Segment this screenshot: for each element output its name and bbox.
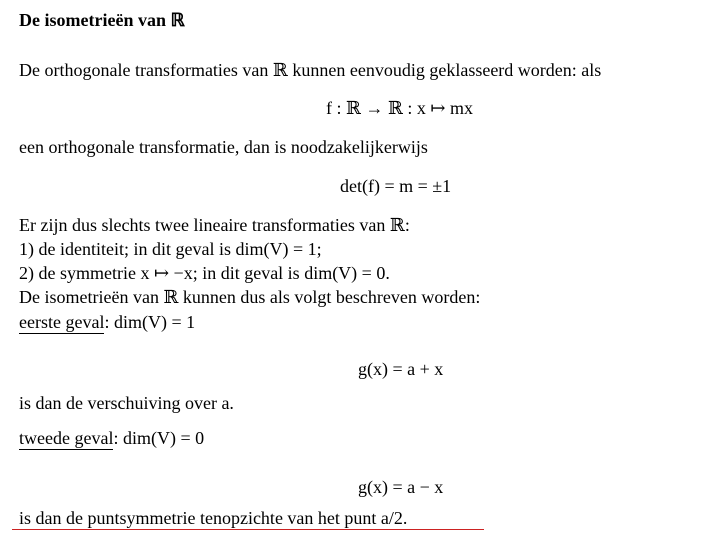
red-underline xyxy=(12,529,484,530)
list-item-identity: 1) de identiteit; in dit geval is dim(V) = 1; xyxy=(19,239,322,259)
list-item-symmetry: 2) de symmetrie x ↦ −x; in dit geval is dim(V) = 0. xyxy=(19,263,390,283)
case-two-heading xyxy=(19,427,204,449)
case-one-label: eerste geval xyxy=(19,312,105,332)
equation-determinant: det(f) = m = ±1 xyxy=(340,176,452,196)
case-two-label: tweede geval xyxy=(19,428,114,448)
paragraph-translation: is dan de verschuiving over a. xyxy=(19,393,234,413)
equation-point-symmetry: g(x) = a − x xyxy=(358,477,444,497)
equation-translation: g(x) = a + x xyxy=(358,359,444,379)
paragraph-point-symmetry: is dan de puntsymmetrie tenopzichte van het punt a/2. xyxy=(19,508,408,528)
paragraph-isometries: De isometrieën van ℝ kunnen dus als volgt beschreven worden: xyxy=(19,287,481,307)
equation-transformation: f : ℝ → ℝ : x ↦ mx xyxy=(326,98,473,118)
case-one-condition: : dim(V) = 1 xyxy=(104,312,196,332)
section-title: De isometrieën van ℝ xyxy=(19,10,185,30)
paragraph-two-transformations: Er zijn dus slechts twee lineaire transformaties van ℝ: xyxy=(19,215,410,235)
case-one-heading xyxy=(19,311,195,333)
paragraph-orthogonal: een orthogonale transformatie, dan is noodzakelijkerwijs xyxy=(19,137,428,157)
case-two-condition: : dim(V) = 0 xyxy=(113,428,205,448)
paragraph-intro: De orthogonale transformaties van ℝ kunnen eenvoudig geklasseerd worden: als xyxy=(19,60,602,80)
